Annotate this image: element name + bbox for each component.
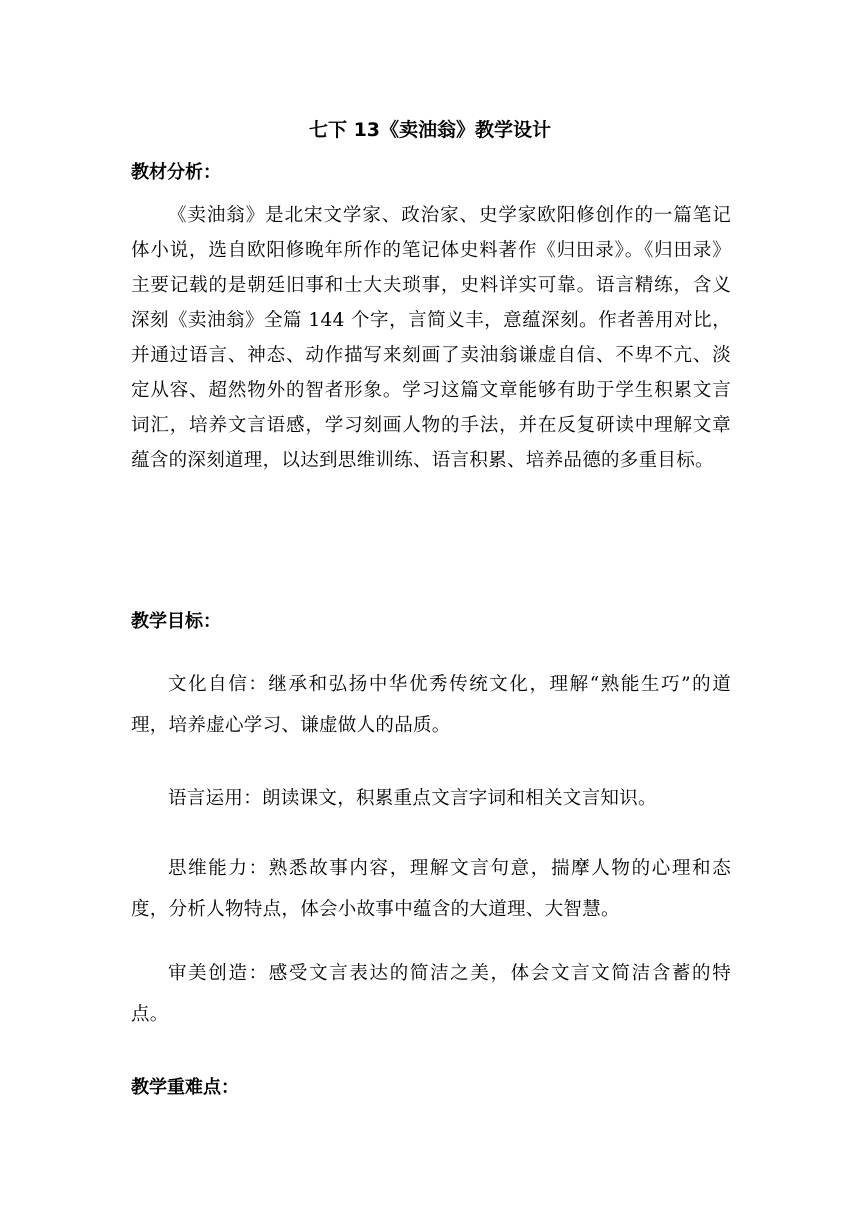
section-heading-difficulties: 教学重难点： xyxy=(131,1077,239,1098)
document-title: 七下 13《卖油翁》教学设计 xyxy=(308,119,552,141)
goal-item-culture: 文化自信：继承和弘扬中华优秀传统文化，理解“熟能生巧”的道理，培养虚心学习、谦虚做人的品质。 xyxy=(131,674,731,736)
goal-item-aesthetics: 审美创造：感受文言表达的简洁之美，体会文言文简洁含蓄的特点。 xyxy=(131,963,731,1025)
goal-item-language: 语言运用：朗读课文，积累重点文言字词和相关文言知识。 xyxy=(168,788,657,809)
analysis-paragraph: 《卖油翁》是北宋文学家、政治家、史学家欧阳修创作的一篇笔记体小说，选自欧阳修晚年所作的笔记体史料著作《归田录》。《归田录》主要记载的是朝廷旧事和士大夫琐事，史料详实可靠。语言精练，含义深刻《卖油翁》全篇 144 个字，言简义丰，意蕴深刻。作者善用对比，并通过语言、神态、动作描写来刻画了卖油翁谦虚自信、不卑不亢、淡定从容、超然物外的智者形象。学习这篇文章能够有助于学生积累文言词汇，培养文言语感，学习刻画人物的手法，并在反复研读中理解文章蕴含的深刻道理，以达到思维训练、语言积累、培养品德的多重目标。 xyxy=(131,205,731,471)
goal-item-thinking: 思维能力：熟悉故事内容，理解文言句意，揣摩人物的心理和态度，分析人物特点，体会小故事中蕴含的大道理、大智慧。 xyxy=(131,858,731,920)
section-heading-goals: 教学目标： xyxy=(131,611,221,632)
section-heading-analysis: 教材分析： xyxy=(131,162,221,183)
